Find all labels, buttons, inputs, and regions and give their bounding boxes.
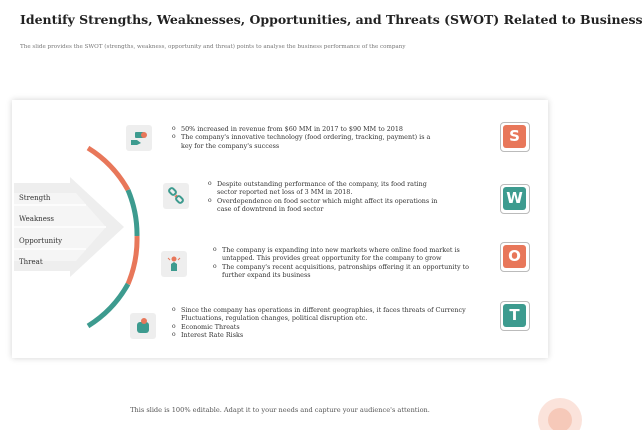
label-strength: Strength	[19, 194, 51, 202]
tile-o-letter: O	[503, 245, 526, 268]
opportunity-bullets	[213, 246, 481, 280]
label-weakness: Weakness	[19, 215, 55, 223]
list-item: o Economic Threats	[172, 323, 472, 331]
list-item: o Despite outstanding performance of the company, its food rating sector reported net loss of 3 MM in 2018.	[208, 180, 443, 197]
money-hand-icon	[126, 125, 152, 151]
list-item: o Since the company has operations in different geographies, it faces threats of Currency Fluctuations, regulation changes, political disruption etc.	[172, 306, 472, 323]
footer-note: This slide is 100% editable. Adapt it to your needs and capture your audience's attention.	[130, 406, 430, 414]
list-item: o The company's innovative technology (food ordering, tracking, payment) is a key for the company's success	[172, 133, 440, 150]
list-item: o 50% increased in revenue from $60 MM in 2017 to $90 MM to 2018	[172, 125, 440, 133]
label-threat: Threat	[19, 258, 43, 266]
bomb-icon	[130, 313, 156, 339]
tile-o	[500, 242, 530, 272]
broken-chain-icon	[163, 183, 189, 209]
strength-bullets	[172, 125, 440, 150]
decorative-circle	[530, 390, 570, 430]
list-item: o Overdependence on food sector which might affect its operations in case of downtrend in food sector	[208, 197, 443, 214]
tile-t-letter: T	[503, 304, 526, 327]
label-opportunity: Opportunity	[19, 237, 63, 245]
slide-subtitle: The slide provides the SWOT (strengths, weakness, opportunity and threat) points to analyse the business performance of the company	[20, 44, 406, 50]
tile-w-letter: W	[503, 187, 526, 210]
tile-w	[500, 184, 530, 214]
list-item: o The company's recent acquisitions, patronships offering it an opportunity to further expand its business	[213, 263, 481, 280]
opportunity-hand-icon	[161, 251, 187, 277]
list-item: o Interest Rate Risks	[172, 331, 472, 339]
tile-t	[500, 301, 530, 331]
list-item: o The company is expanding into new markets where online food market is untapped. This provides great opportunity for the company to grow	[213, 246, 481, 263]
tile-s	[500, 122, 530, 152]
threat-bullets	[172, 306, 472, 340]
tile-s-letter: S	[503, 125, 526, 148]
weakness-bullets	[208, 180, 443, 214]
slide-title: Identify Strengths, Weaknesses, Opportunities, and Threats (SWOT) Related to Business	[20, 12, 643, 27]
